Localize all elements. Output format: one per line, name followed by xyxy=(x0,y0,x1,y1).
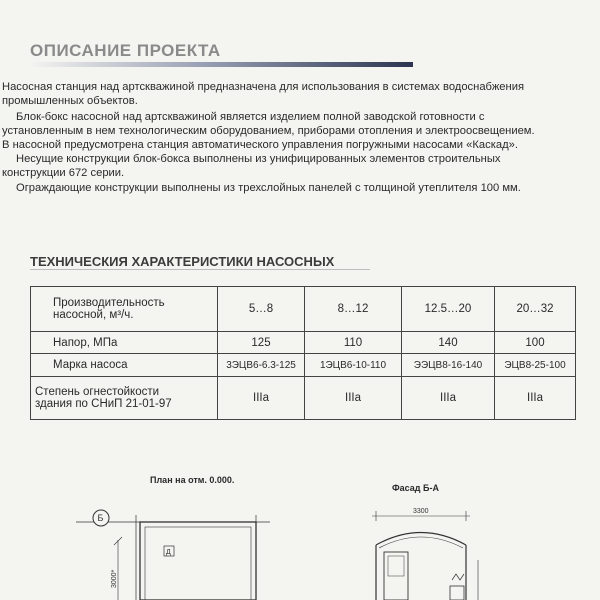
plan-drawing xyxy=(76,515,270,600)
table-cell: 20…32 xyxy=(495,287,576,332)
description-line-5: В насосной предусмотрена станция автоматического управления погружными насосами «Каскад». xyxy=(2,139,518,151)
row-label-line1: Степень огнестойкости xyxy=(35,386,160,398)
row-label-line1: Марка насоса xyxy=(53,359,128,371)
row-label-line2: насосной, м³/ч. xyxy=(53,309,134,321)
table-cell: IIIa xyxy=(218,377,305,420)
table-cell: 140 xyxy=(402,332,495,354)
table-cell: 110 xyxy=(305,332,402,354)
table-cell: ЭЭЦВ8-16-140 xyxy=(402,354,495,377)
row-label-line2: здания по СНиП 21-01-97 xyxy=(35,398,172,410)
table-cell: IIIa xyxy=(495,377,576,420)
row-label-line1: Напор, МПа xyxy=(53,336,118,349)
plan-dimension: 3000* xyxy=(111,569,118,588)
description-line-7: конструкции 672 серии. xyxy=(2,167,125,179)
table-cell: IIIa xyxy=(305,377,402,420)
table-cell: 8…12 xyxy=(305,287,402,332)
description-line-8: Ограждающие конструкции выполнены из трехслойных панелей с толщиной утеплителя 100 мм. xyxy=(16,182,521,194)
plan-title: План на отм. 0.000. xyxy=(150,475,235,485)
table-cell: 3ЭЦВ6-6.3-125 xyxy=(218,354,305,377)
description-line-1: Насосная станция над артскважиной предназначена для использования в системах водоснабжения xyxy=(2,81,525,93)
description-line-2: промышленных объектов. xyxy=(2,95,138,107)
description-line-4: установленным в нем технологическим оборудованием, приборами отопления и электроосвещением. xyxy=(2,125,535,137)
table-cell: 12.5…20 xyxy=(402,287,495,332)
description-line-6: Несущие конструкции блок-бокса выполнены из унифицированных элементов строительных xyxy=(16,153,501,165)
room-label-d: Д xyxy=(166,549,171,556)
table-cell: IIIa xyxy=(402,377,495,420)
axis-label-b: Б xyxy=(97,513,104,523)
description-line-3: Блок-бокс насосной над артскважиной является изделием полной заводской готовности с xyxy=(16,111,485,123)
table-cell: 125 xyxy=(218,332,305,354)
description-heading: ОПИСАНИЕ ПРОЕКТА xyxy=(30,41,221,60)
row-label-line1: Производительность xyxy=(53,297,165,309)
table-cell: 100 xyxy=(495,332,576,354)
facade-dimension: 3300 xyxy=(413,508,429,515)
facade-title: Фасад Б-А xyxy=(392,483,439,493)
table-cell: ЭЦВ8-25-100 xyxy=(495,354,576,377)
table-cell: 5…8 xyxy=(218,287,305,332)
tech-heading: ТЕХНИЧЕСКИЯ ХАРАКТЕРИСТИКИ НАСОСНЫХ xyxy=(30,254,335,269)
table-cell: 1ЭЦВ6-10-110 xyxy=(305,354,402,377)
facade-drawing xyxy=(372,511,478,600)
